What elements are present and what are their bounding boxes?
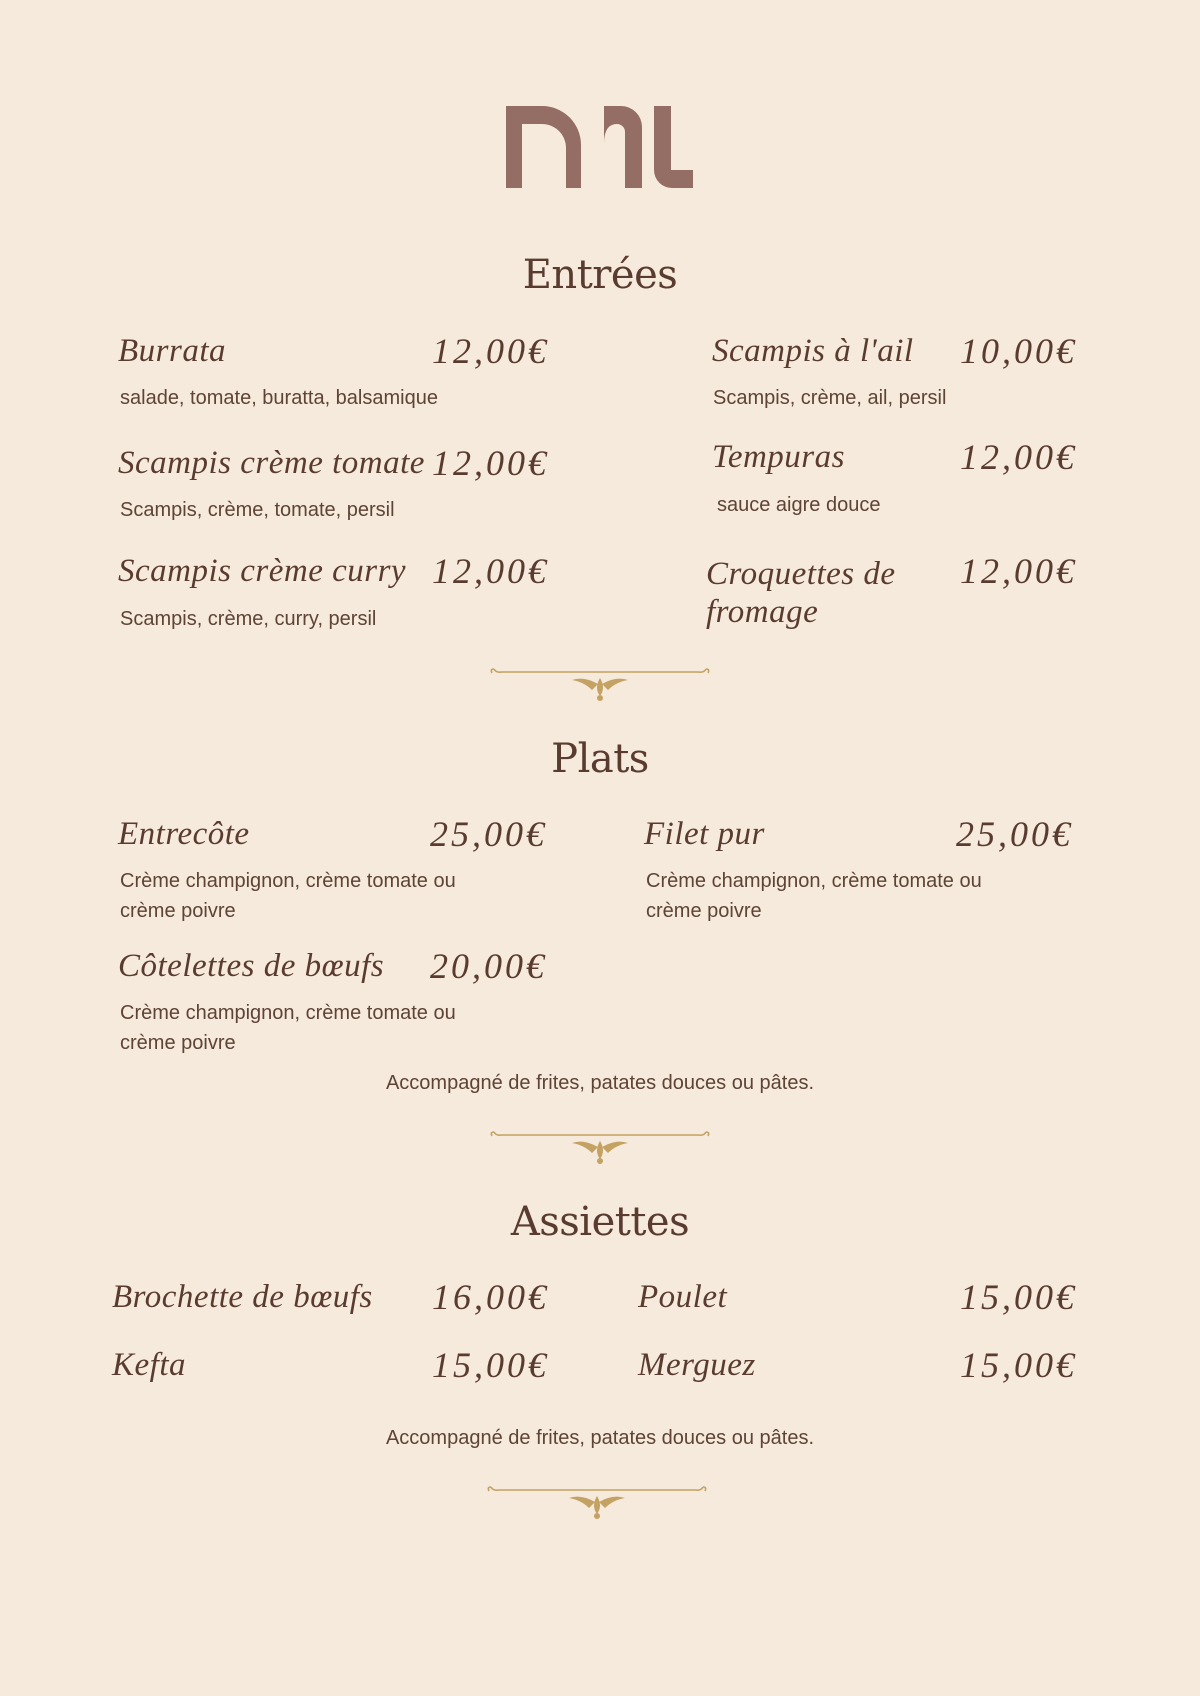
item-price: 12,00€ (432, 443, 549, 483)
ornament-divider-icon (488, 1129, 712, 1165)
item-name: Merguez (638, 1347, 756, 1383)
item-description: sauce aigre douce (717, 494, 881, 516)
item-name: Kefta (112, 1347, 186, 1383)
item-description: Crème champignon, crème tomate ou crème poivre (646, 870, 982, 922)
item-price: 12,00€ (960, 437, 1077, 477)
section-title-assiettes: Assiettes (510, 1199, 690, 1245)
item-name: Poulet (638, 1279, 728, 1315)
item-price: 25,00€ (430, 814, 547, 854)
item-price: 12,00€ (432, 331, 549, 371)
item-description: Scampis, crème, curry, persil (120, 608, 377, 630)
item-price: 25,00€ (956, 814, 1073, 854)
item-description: Crème champignon, crème tomate ou crème poivre (120, 1002, 456, 1054)
item-name: Croquettes de fromage (706, 556, 896, 630)
item-price: 12,00€ (960, 551, 1077, 591)
item-name: Scampis crème curry (118, 553, 407, 589)
item-name: Filet pur (644, 816, 765, 852)
item-description: Crème champignon, crème tomate ou crème poivre (120, 870, 456, 922)
item-price: 16,00€ (432, 1277, 549, 1317)
item-price: 15,00€ (960, 1345, 1077, 1385)
item-description: Scampis, crème, ail, persil (713, 387, 947, 409)
ornament-divider-icon (488, 666, 712, 702)
item-price: 15,00€ (432, 1345, 549, 1385)
item-name: Côtelettes de bœufs (118, 948, 385, 984)
item-price: 10,00€ (960, 331, 1077, 371)
item-name: Scampis crème tomate (118, 445, 425, 481)
side-dishes-note: Accompagné de frites, patates douces ou pâtes. (385, 1427, 815, 1449)
item-name: Tempuras (712, 439, 845, 475)
item-name: Burrata (118, 333, 227, 369)
item-price: 12,00€ (432, 551, 549, 591)
side-dishes-note: Accompagné de frites, patates douces ou pâtes. (385, 1072, 815, 1094)
section-title-plats: Plats (551, 736, 649, 782)
item-description: Scampis, crème, tomate, persil (120, 499, 395, 521)
item-name: Brochette de bœufs (112, 1279, 373, 1315)
ornament-divider-icon (485, 1484, 709, 1520)
item-price: 20,00€ (430, 946, 547, 986)
section-title-entrees: Entrées (522, 252, 678, 298)
item-name: Entrecôte (118, 816, 250, 852)
item-description: salade, tomate, buratta, balsamique (120, 387, 438, 409)
item-price: 15,00€ (960, 1277, 1077, 1317)
brand-logo (504, 104, 694, 190)
item-name: Scampis à l'ail (712, 333, 914, 369)
